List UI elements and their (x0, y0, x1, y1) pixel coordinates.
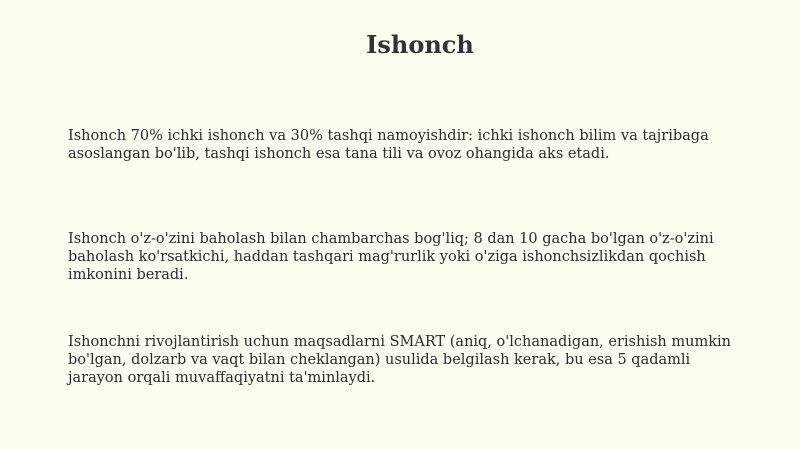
slide-title: Ishonch (366, 30, 474, 59)
paragraph-inner-outer-confidence: Ishonch 70% ichki ishonch va 30% tashqi namoyishdir: ichki ishonch bilim va tajribaga asoslangan bo'lib, tashqi ishonch esa tana tili va ovoz ohangida aks etadi. (68, 128, 709, 162)
paragraph-self-esteem: Ishonch o'z-o'zini baholash bilan chambarchas bog'liq; 8 dan 10 gacha bo'lgan o'z-o'zini baholash ko'rsatkichi, haddan tashqari mag'rurlik yoki o'ziga ishonchsizlikdan qochish imkonini beradi. (68, 231, 714, 283)
paragraph-smart-goals: Ishonchni rivojlantirish uchun maqsadlarni SMART (aniq, o'lchanadigan, erishish mumkin bo'lgan, dolzarb va vaqt bilan cheklangan) usulida belgilash kerak, bu esa 5 qadamli jarayon orqali muvaffaqiyatni ta'minlaydi. (68, 334, 731, 386)
